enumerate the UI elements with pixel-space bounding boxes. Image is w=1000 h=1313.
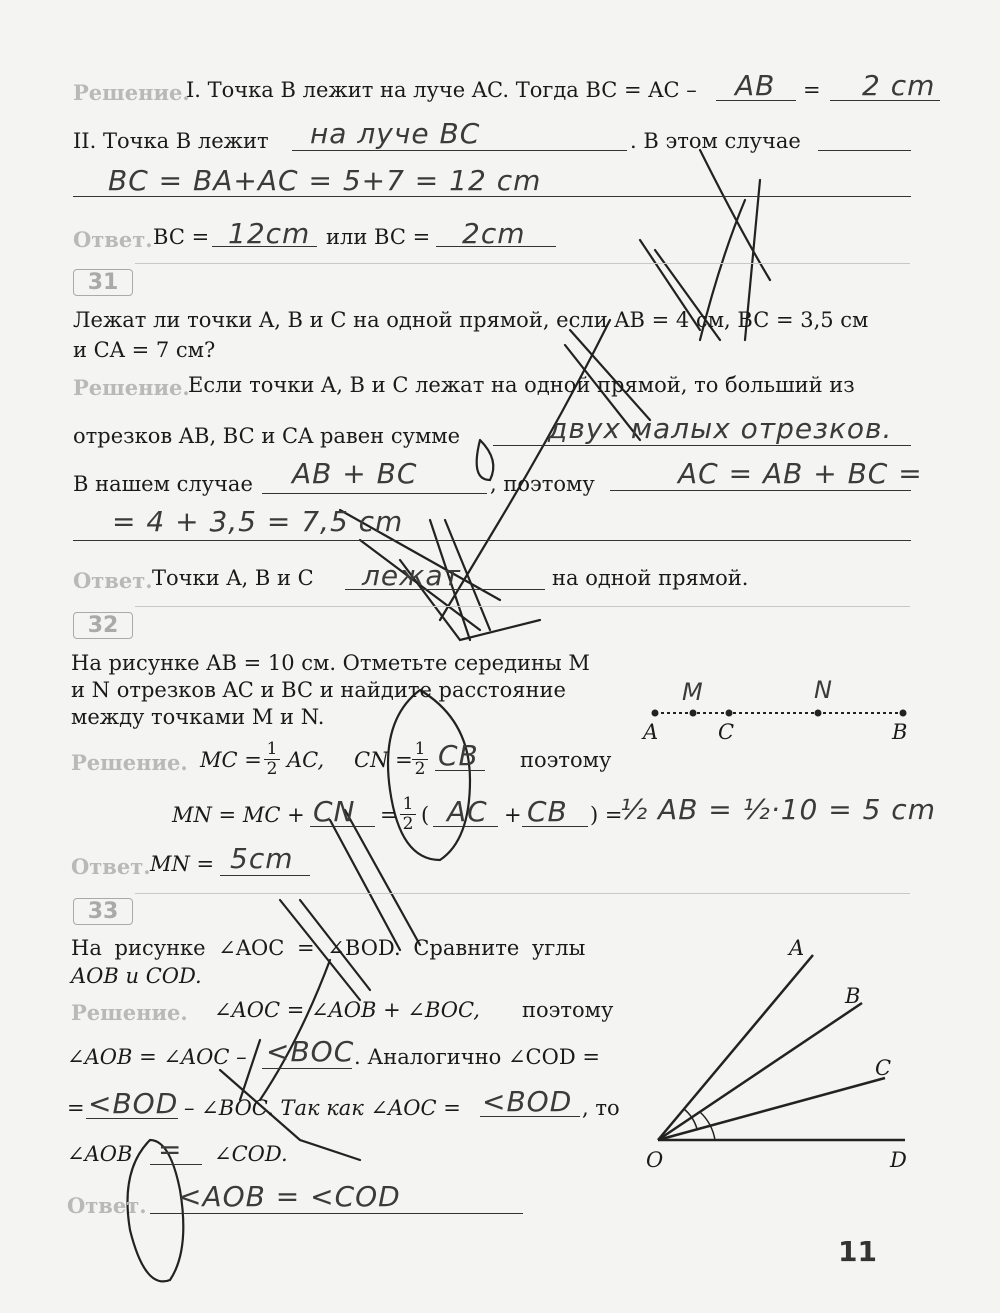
p33-hw-boc: <BOC: [266, 1035, 355, 1068]
p30-hw-2cm: 2 cm: [862, 69, 936, 102]
p30-hw-ab: AB: [735, 69, 776, 102]
fig33-label-b: B: [845, 984, 861, 1008]
p32-frac-half-3: $\frac{1}{2}$: [400, 795, 416, 833]
solution-label: Решение.: [73, 80, 190, 105]
p33-hw-ans: <AOB = <COD: [178, 1180, 401, 1213]
p31-solution-line2: отрезков AB, BC и CA равен сумме: [73, 424, 461, 448]
fig32-hw-m: M: [682, 678, 704, 706]
fig33-label-c: C: [875, 1056, 892, 1080]
fig33-label-d: D: [890, 1148, 907, 1172]
p32-mc: MC =: [200, 748, 262, 772]
p30-hw-ans2: 2cm: [462, 217, 526, 250]
fig32-label-c: C: [718, 720, 735, 744]
p32-question-line1: На рисунке AB = 10 см. Отметьте середины M: [71, 651, 590, 675]
p31-solution-line3: В нашем случае: [73, 472, 253, 496]
p32-hw-result: ½ AB = ½·10 = 5 cm: [620, 793, 936, 826]
p30-hw-ans1: 12cm: [228, 217, 311, 250]
fig33-label-a: A: [789, 936, 805, 960]
p32-frac-half-2: $\frac{1}{2}$: [412, 740, 428, 778]
p33-similarly: . Аналогично ∠COD =: [354, 1045, 600, 1069]
p32-plus: +: [504, 803, 522, 827]
p33-cod: ∠COD.: [214, 1142, 288, 1166]
ray-oc: [658, 1078, 885, 1140]
p31-solution-line1: Если точки A, B и C лежат на одной прямой, то больший из: [188, 373, 855, 397]
problem-number-31: 31: [73, 269, 133, 296]
p31-hw-ans: лежат: [362, 559, 461, 592]
p31-therefore: , поэтому: [490, 472, 595, 496]
ray-ob: [658, 1003, 862, 1140]
p33-line3-eq: =: [67, 1096, 85, 1120]
p32-question-line3: между точками M и N.: [71, 705, 325, 729]
p31-answer-tail: на одной прямой.: [552, 566, 749, 590]
solution-label: Решение.: [71, 1000, 188, 1025]
answer-label: Ответ.: [73, 227, 153, 252]
solution-label: Решение.: [73, 375, 190, 400]
p32-cn: CN =: [354, 748, 413, 772]
fig32-label-b: B: [892, 720, 908, 744]
ray-oa: [658, 955, 813, 1140]
p30-solution-line2: II. Точка B лежит: [73, 129, 269, 153]
p33-question-line1: На рисунке ∠AOC = ∠BOD. Сравните углы: [71, 936, 586, 960]
problem-number-33: 33: [73, 898, 133, 925]
p32-hw-cn: CN: [313, 795, 356, 828]
p32-mn-expr: MN = MC +: [172, 803, 305, 827]
p30-answer-or: или BC =: [326, 225, 431, 249]
p33-then: , то: [582, 1096, 620, 1120]
p33-hw-bod2: <BOD: [482, 1085, 573, 1118]
p33-solution-line3: – ∠BOC. Так как ∠AOC =: [184, 1096, 461, 1120]
p33-hw-eq: =: [158, 1133, 183, 1166]
p33-therefore: поэтому: [522, 998, 614, 1022]
p30-case-text: . В этом случае: [630, 129, 801, 153]
fig32-label-a: A: [643, 720, 659, 744]
p33-hw-bod: <BOD: [88, 1087, 179, 1120]
fig33-label-o: O: [646, 1148, 664, 1172]
p32-hw-ans: 5cm: [230, 842, 294, 875]
p32-answer-mn: MN =: [150, 852, 215, 876]
p30-answer-bc: BC =: [153, 225, 210, 249]
p33-aob: ∠AOB: [67, 1142, 133, 1166]
solution-label: Решение.: [71, 750, 188, 775]
answer-label: Ответ.: [67, 1193, 147, 1218]
p30-hw-calc: BC = BA+AC = 5+7 = 12 cm: [108, 164, 542, 197]
p33-question-line2: AOB и COD.: [71, 964, 202, 988]
p31-answer-text: Точки A, B и C: [152, 566, 314, 590]
answer-label: Ответ.: [73, 568, 153, 593]
problem-number-32: 32: [73, 612, 133, 639]
p32-paren-close: ) =: [590, 803, 623, 827]
p33-solution-line2: ∠AOB = ∠AOC –: [67, 1045, 247, 1069]
p32-frac-half: $\frac{1}{2}$: [264, 740, 280, 778]
p32-hw-cb2: CB: [527, 795, 568, 828]
p31-hw-case: AB + BC: [292, 457, 418, 490]
p32-therefore: поэтому: [520, 748, 612, 772]
p32-question-line2: и N отрезков AC и BC и найдите расстояние: [71, 678, 566, 702]
p31-hw-calc: = 4 + 3,5 = 7,5 cm: [112, 505, 404, 538]
p32-paren-open: (: [421, 803, 430, 827]
p31-question-line1: Лежат ли точки A, B и C на одной прямой, если AB = 4 см, BC = 3,5 см: [73, 308, 869, 332]
p32-eq-frac: =: [380, 803, 398, 827]
p31-hw-sum: двух малых отрезков.: [548, 412, 893, 445]
p32-ac: AC,: [287, 748, 325, 772]
fig32-hw-n: N: [814, 676, 833, 704]
p30-hw-ray: на луче BC: [310, 117, 481, 150]
p33-solution-line1: ∠AOC = ∠AOB + ∠BOC,: [214, 998, 480, 1022]
answer-label: Ответ.: [71, 854, 151, 879]
p31-question-line2: и CA = 7 см?: [73, 338, 216, 362]
page-number: 11: [838, 1235, 877, 1268]
p31-hw-therefore: AC = AB + BC =: [678, 457, 923, 490]
p32-hw-cb: CB: [438, 739, 479, 772]
p30-equals: =: [803, 78, 821, 102]
p32-hw-ac: AC: [447, 795, 488, 828]
p30-solution-line1: I. Точка B лежит на луче AC. Тогда BC = AC –: [186, 78, 697, 102]
